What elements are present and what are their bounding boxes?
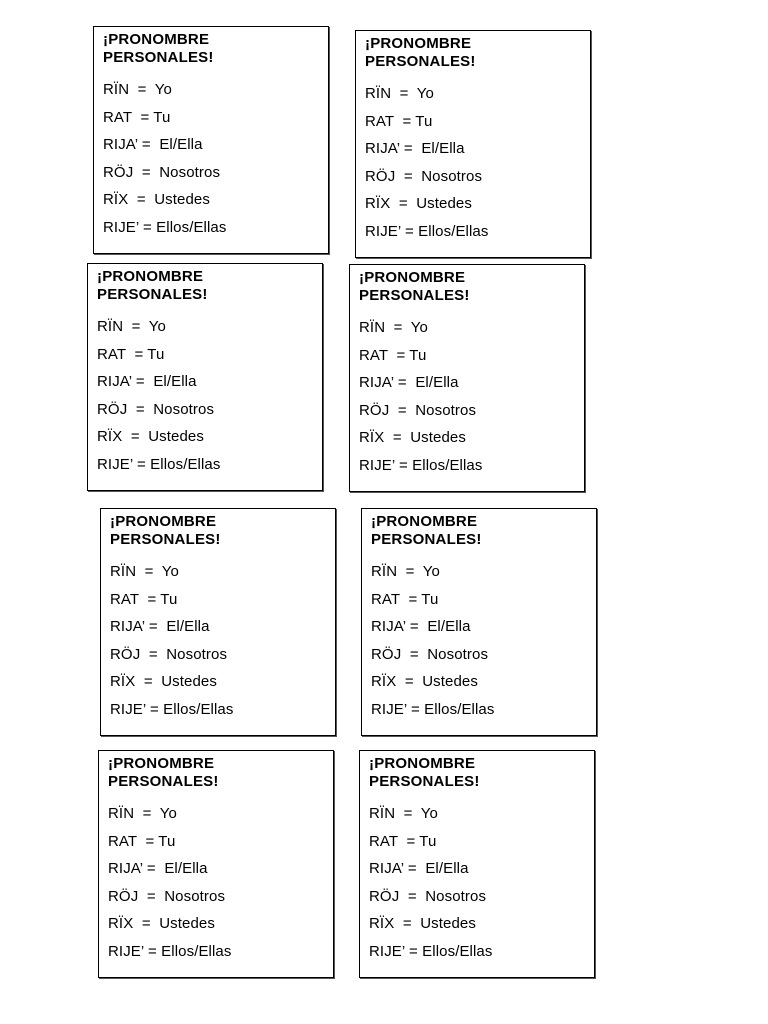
pronoun-row-rin: RÏN = Yo [97, 318, 166, 335]
pronoun-row-rin: RÏN = Yo [365, 85, 434, 102]
card-title-line-1: ¡PRONOMBRE [103, 31, 210, 48]
card-title-line-1: ¡PRONOMBRE [108, 755, 215, 772]
pronoun-row-rix: RÏX = Ustedes [365, 195, 472, 213]
pronoun-list [97, 313, 220, 479]
pronoun-row-rije: RIJE’ = Ellos/Ellas [110, 700, 234, 718]
pronoun-list [103, 76, 226, 242]
pronoun-list [369, 800, 492, 966]
pronoun-row-rat: RAT = Tu [371, 590, 439, 608]
pronoun-row-rije: RIJE’ = Ellos/Ellas [369, 942, 493, 960]
pronoun-row-rija: RIJA’ = El/Ella [365, 140, 465, 158]
pronoun-row-rije: RIJE’ = Ellos/Ellas [108, 942, 232, 960]
card-title-line-2: PERSONALES! [371, 531, 482, 548]
pronoun-card-7 [98, 750, 334, 978]
pronoun-row-rija: RIJA’ = El/Ella [97, 373, 197, 391]
pronoun-list [365, 80, 488, 246]
pronoun-row-rix: RÏX = Ustedes [108, 915, 215, 933]
pronoun-card-1 [93, 26, 329, 254]
pronoun-row-rix: RÏX = Ustedes [97, 428, 204, 446]
pronoun-row-rat: RAT = Tu [369, 832, 437, 850]
card-title-line-2: PERSONALES! [110, 531, 221, 548]
card-title-line-2: PERSONALES! [369, 773, 480, 790]
pronoun-row-rat: RAT = Tu [359, 346, 427, 364]
pronoun-row-rije: RIJE’ = Ellos/Ellas [359, 456, 483, 474]
pronoun-row-rix: RÏX = Ustedes [110, 673, 217, 691]
pronoun-list [108, 800, 231, 966]
pronoun-row-rije: RIJE’ = Ellos/Ellas [97, 455, 221, 473]
card-title [359, 269, 470, 305]
card-title-line-1: ¡PRONOMBRE [369, 755, 476, 772]
pronoun-card-5 [100, 508, 336, 736]
pronoun-row-rat: RAT = Tu [97, 345, 165, 363]
pronoun-card-4 [349, 264, 585, 492]
pronoun-list [359, 314, 482, 480]
card-title-line-1: ¡PRONOMBRE [110, 513, 217, 530]
card-title-line-2: PERSONALES! [103, 49, 214, 66]
card-title-line-1: ¡PRONOMBRE [359, 269, 466, 286]
pronoun-row-roj: RÖJ = Nosotros [103, 163, 221, 181]
pronoun-row-roj: RÖJ = Nosotros [97, 400, 215, 418]
card-title [371, 513, 482, 549]
pronoun-list [110, 558, 233, 724]
card-title-line-1: ¡PRONOMBRE [371, 513, 478, 530]
card-title [369, 755, 480, 791]
pronoun-row-rije: RIJE’ = Ellos/Ellas [371, 700, 495, 718]
pronoun-row-rija: RIJA’ = El/Ella [103, 136, 203, 154]
pronoun-row-rix: RÏX = Ustedes [369, 915, 476, 933]
pronoun-card-2 [355, 30, 591, 258]
card-title [103, 31, 214, 67]
card-title [97, 268, 208, 304]
card-title-line-2: PERSONALES! [108, 773, 219, 790]
pronoun-row-rix: RÏX = Ustedes [371, 673, 478, 691]
card-title-line-2: PERSONALES! [97, 286, 208, 303]
pronoun-row-rin: RÏN = Yo [369, 805, 438, 822]
card-title-line-2: PERSONALES! [365, 53, 476, 70]
pronoun-row-rix: RÏX = Ustedes [103, 191, 210, 209]
card-title [108, 755, 219, 791]
pronoun-card-6 [361, 508, 597, 736]
pronoun-row-roj: RÖJ = Nosotros [369, 887, 487, 905]
pronoun-list [371, 558, 494, 724]
pronoun-card-3 [87, 263, 323, 491]
card-title-line-2: PERSONALES! [359, 287, 470, 304]
pronoun-row-roj: RÖJ = Nosotros [110, 645, 228, 663]
pronoun-row-rin: RÏN = Yo [103, 81, 172, 98]
pronoun-row-rin: RÏN = Yo [359, 319, 428, 336]
card-title-line-1: ¡PRONOMBRE [365, 35, 472, 52]
pronoun-row-rin: RÏN = Yo [108, 805, 177, 822]
pronoun-row-roj: RÖJ = Nosotros [365, 167, 483, 185]
pronoun-row-rat: RAT = Tu [108, 832, 176, 850]
pronoun-row-rin: RÏN = Yo [371, 563, 440, 580]
pronoun-row-rija: RIJA’ = El/Ella [108, 860, 208, 878]
pronoun-row-rija: RIJA’ = El/Ella [369, 860, 469, 878]
card-title [365, 35, 476, 71]
pronoun-row-rija: RIJA’ = El/Ella [359, 374, 459, 392]
card-title-line-1: ¡PRONOMBRE [97, 268, 204, 285]
pronoun-row-rat: RAT = Tu [365, 112, 433, 130]
pronoun-row-rat: RAT = Tu [110, 590, 178, 608]
pronoun-row-rija: RIJA’ = El/Ella [110, 618, 210, 636]
pronoun-row-rije: RIJE’ = Ellos/Ellas [365, 222, 489, 240]
pronoun-row-roj: RÖJ = Nosotros [359, 401, 477, 419]
pronoun-row-roj: RÖJ = Nosotros [371, 645, 489, 663]
pronoun-row-roj: RÖJ = Nosotros [108, 887, 226, 905]
pronoun-row-rin: RÏN = Yo [110, 563, 179, 580]
pronoun-row-rat: RAT = Tu [103, 108, 171, 126]
pronoun-row-rija: RIJA’ = El/Ella [371, 618, 471, 636]
pronoun-row-rix: RÏX = Ustedes [359, 429, 466, 447]
card-title [110, 513, 221, 549]
pronoun-row-rije: RIJE’ = Ellos/Ellas [103, 218, 227, 236]
pronoun-card-8 [359, 750, 595, 978]
